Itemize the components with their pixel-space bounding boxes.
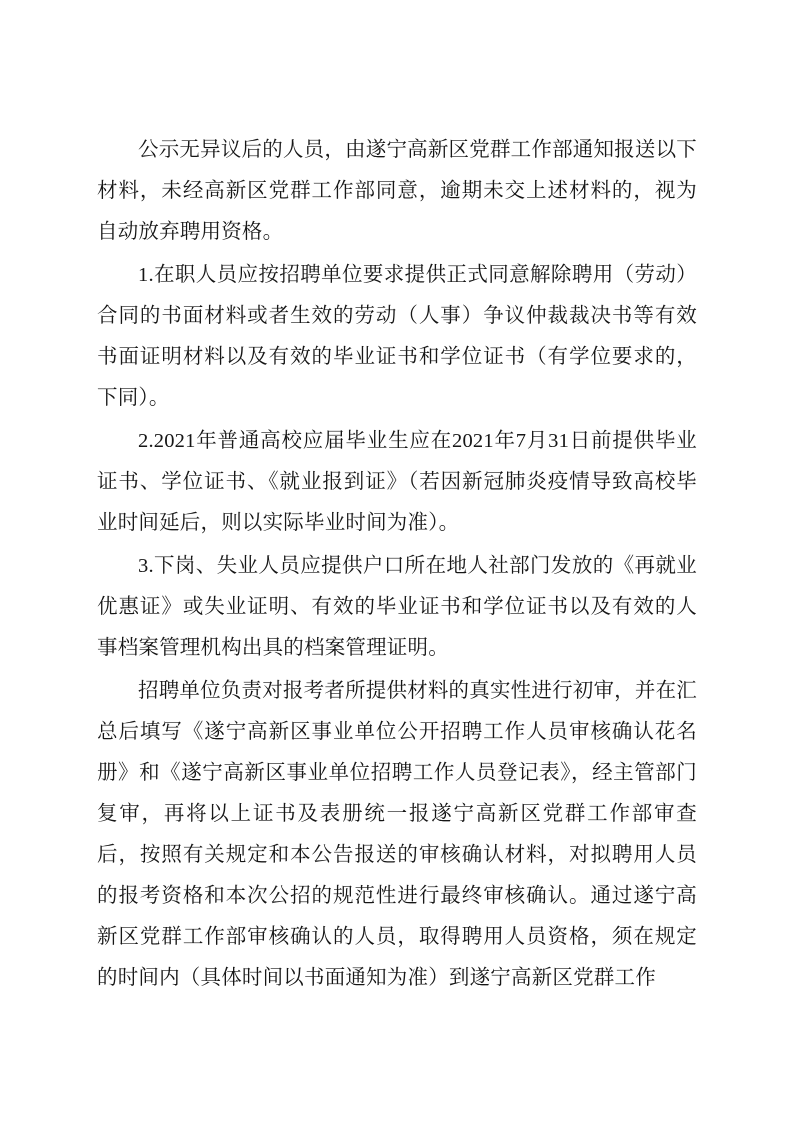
paragraph: 1.在职人员应按招聘单位要求提供正式同意解除聘用（劳动）合同的书面材料或者生效的劳动（人事）争议仲裁裁决书等有效书面证明材料以及有效的毕业证书和学位证书（有学位要求的，下同）。 <box>97 264 697 409</box>
document-body <box>97 130 697 1001</box>
paragraph: 公示无异议后的人员，由遂宁高新区党群工作部通知报送以下材料，未经高新区党群工作部同意，逾期未交上述材料的，视为自动放弃聘用资格。 <box>97 139 697 243</box>
paragraph: 2.2021年普通高校应届毕业生应在2021年7月31日前提供毕业证书、学位证书、《就业报到证》（若因新冠肺炎疫情导致高校毕业时间延后，则以实际毕业时间为准）。 <box>97 430 697 534</box>
paragraph: 招聘单位负责对报考者所提供材料的真实性进行初审，并在汇总后填写《遂宁高新区事业单位公开招聘工作人员审核确认花名册》和《遂宁高新区事业单位招聘工作人员登记表》，经主管部门复审，再将以上证书及表册统一报遂宁高新区党群工作部审查后，按照有关规定和本公告报送的审核确认材料，对拟聘用人员的报考资格和本次公招的规范性进行最终审核确认。通过遂宁高新区党群工作部审核确认的人员，取得聘用人员资格，须在规定的时间内（具体时间以书面通知为准）到遂宁高新区党群工作 <box>97 680 697 989</box>
paragraph: 3.下岗、失业人员应提供户口所在地人社部门发放的《再就业优惠证》或失业证明、有效的毕业证书和学位证书以及有效的人事档案管理机构出具的档案管理证明。 <box>97 555 697 659</box>
